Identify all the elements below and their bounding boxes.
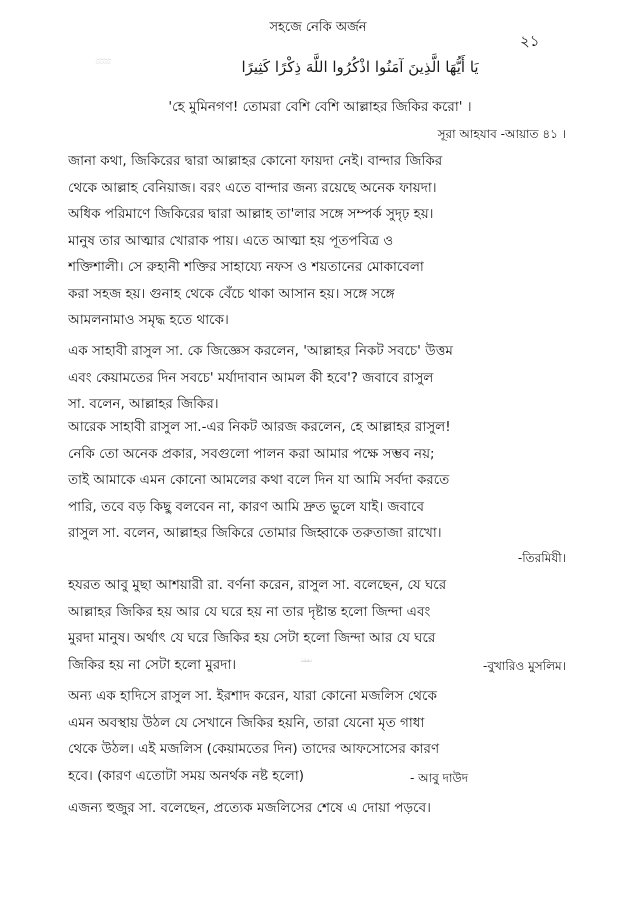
verse-translation: 'হে মুমিনগণ! তোমরা বেশি বেশি আল্লাহর জিকির করো' । — [168, 99, 472, 115]
text-line: রাসুল সা. বলেন, আল্লাহর জিকিরে তোমার জিহ্বাকে তরুতাজা রাখো। — [68, 525, 442, 541]
bleed-through-arabic: ۚ ۚ ۚ ۚ — [95, 58, 107, 76]
text-line: এবং কেয়ামতের দিন সবচে' মর্যাদাবান আমল কী হবে'? জবাবে রাসুল — [68, 369, 434, 386]
text-line: শক্তিশালী। সে রুহানী শক্তির সাহায্যে নফস ও শয়তানের মোকাবেলা — [68, 259, 424, 275]
text-line: জানা কথা, জিকিরের দ্বারা আল্লাহর কোনো ফায়দা নেই। বান্দার জিকির — [68, 153, 443, 169]
hadith-citation-2: -বুখারিও মুসলিম। — [483, 659, 566, 673]
hadith-citation-3: - আবু দাউদ — [410, 771, 469, 785]
paragraph-1 — [68, 148, 568, 334]
page-number: ২১ — [520, 32, 540, 50]
bleed-through-mark: ۖ ۖ ۖ — [300, 658, 307, 672]
paragraph-2 — [68, 338, 568, 418]
quran-verse-arabic: يَا أَيُّهَا الَّذِينَ آمَنُوا اذْكُرُوا اللَّهَ ذِكْرًا كَثِيرًا — [241, 58, 479, 76]
text-line: থেকে আল্লাহ বেনিয়াজ। বরং এতে বান্দার জন্য রয়েছে অনেক ফায়দা। — [68, 179, 437, 196]
text-line: পারি, তবে বড় কিছু বলবেন না, কারণ আমি দ্রুত ভুলে যাই। জবাবে — [68, 498, 424, 515]
text-line: হবে। (কারণ এতোটা সময় অনর্থক নষ্ট হলো) — [68, 767, 305, 784]
text-line: অধিক পরিমাণে জিকিরের দ্বারা আল্লাহ তা'লার সঙ্গে সম্পর্ক সুদৃঢ় হয়। — [68, 206, 434, 222]
text-line: আমলনামাও সমৃদ্ধ হতে থাকে। — [68, 312, 229, 328]
text-line: মুরদা মানুষ। অর্থাৎ যে ঘরে জিকির হয় সেটা হলো জিন্দা আর যে ঘরে — [68, 630, 436, 646]
text-line: আরেক সাহাবী রাসুল সা.-এর নিকট আরজ করলেন, হে আল্লাহর রাসুল! — [68, 419, 451, 435]
text-line: থেকে উঠল। এই মজলিস (কেয়ামতের দিন) তাদের আফসোসের কারণ — [68, 741, 440, 757]
verse-citation: সূরা আহযাব -আয়াত ৪১ । — [437, 127, 566, 141]
running-header-title: সহজে নেকি অর্জন — [269, 20, 367, 35]
paragraph-3 — [68, 414, 568, 547]
text-line: মানুষ তার আত্মার খোরাক পায়। এতে আত্মা হয় পূতপবিত্র ও — [68, 232, 394, 249]
hadith-citation-1: -তিরমিযী। — [517, 551, 566, 565]
text-line: আল্লাহর জিকির হয় আর যে ঘরে হয় না তার দৃষ্টান্ত হলো জিন্দা এবং — [68, 603, 431, 620]
text-line: নেকি তো অনেক প্রকার, সবগুলো পালন করা আমার পক্ষে সম্ভব নয়; — [68, 445, 435, 462]
paragraph-6 — [68, 795, 568, 822]
text-line: করা সহজ হয়। গুনাহ থেকে বেঁচে থাকা আসান হয়। সঙ্গে সঙ্গে — [68, 285, 395, 302]
text-line: এমন অবস্থায় উঠল যে সেখানে জিকির হয়নি, তারা যেনো মৃত গাধা — [68, 714, 425, 731]
text-line: এক সাহাবী রাসুল সা. কে জিজ্ঞেস করলেন, 'আল্লাহর নিকট সবচে' উত্তম — [68, 343, 453, 359]
text-line: তাই আমাকে এমন কোনো আমলের কথা বলে দিন যা আমি সর্বদা করতে — [68, 472, 450, 488]
text-line: অন্য এক হাদিসে রাসুল সা. ইরশাদ করেন, যারা কোনো মজলিস থেকে — [68, 688, 437, 704]
text-line: সা. বলেন, আল্লাহর জিকির। — [68, 396, 219, 412]
text-line: এজন্য হুজুর সা. বলেছেন, প্রত্যেক মজলিসের শেষে এ দোয়া পড়বে। — [68, 800, 431, 816]
text-line: জিকির হয় না সেটা হলো মুরদা। — [68, 656, 237, 673]
text-line: হযরত আবু মুছা আশয়ারী রা. বর্ণনা করেন, রাসুল সা. বলেছেন, যে ঘরে — [68, 577, 447, 593]
